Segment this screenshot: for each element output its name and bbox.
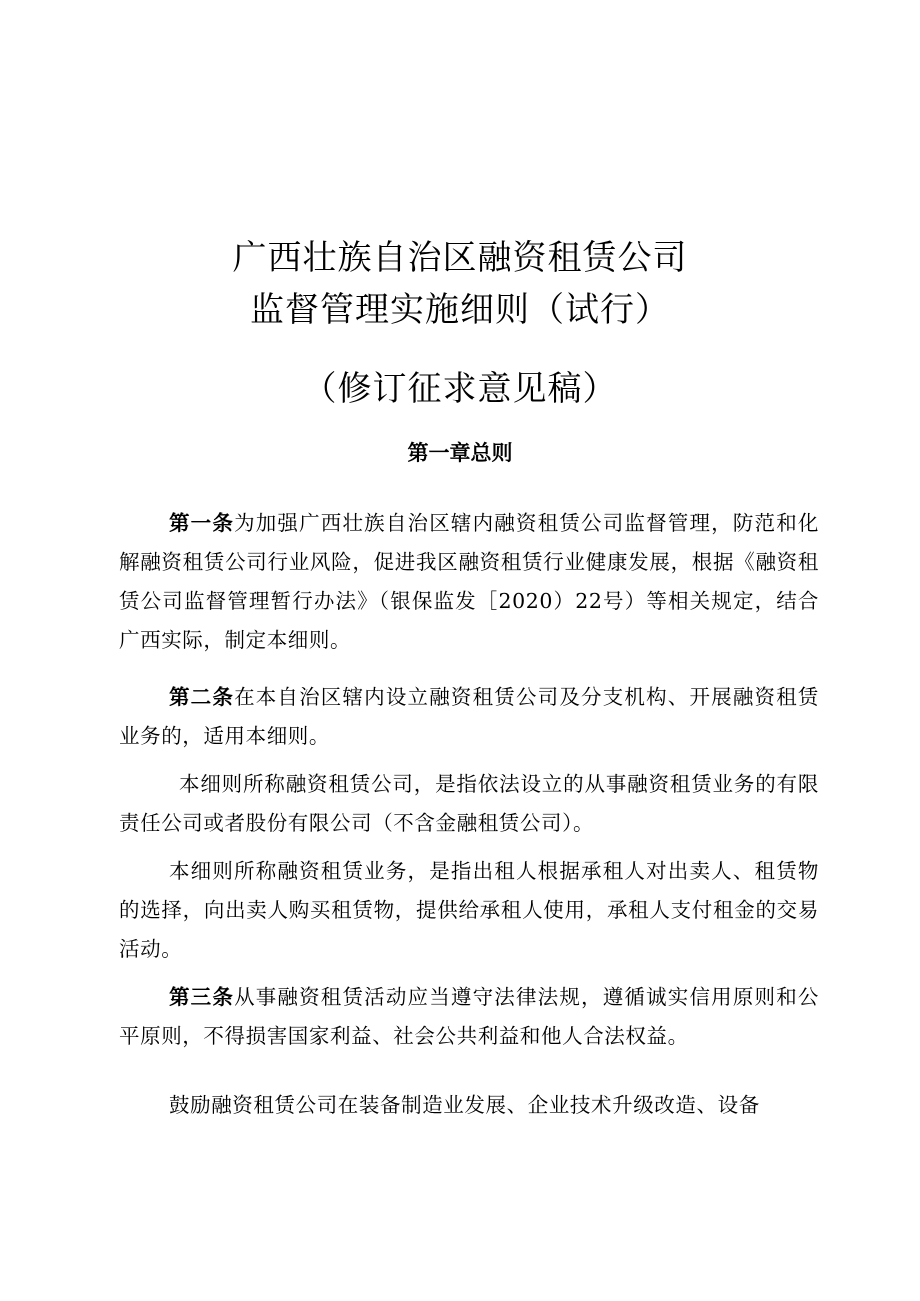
chapter-heading: 第一章总则 bbox=[407, 441, 513, 465]
definition-company-paragraph bbox=[119, 765, 819, 843]
paragraph-text: 为加强广西壮族自治区辖内融资租赁公司监督管理，防范和化解融资租赁公司行业风险，促进我区融资租赁行业健康发展，根据《融资租赁公司监督管理暂行办法》（银保监发［2020）22号）等相关规定，结合广西实际，制定本细则。 bbox=[119, 511, 819, 652]
paragraph-text: 鼓励融资租赁公司在装备制造业发展、企业技术升级改造、设备 bbox=[169, 1093, 760, 1117]
article-label: 第一条 bbox=[169, 511, 235, 535]
encouragement-paragraph bbox=[119, 1086, 819, 1125]
paragraph-text: 在本自治区辖内设立融资租赁公司及分支机构、开展融资租赁业务的，适用本细则。 bbox=[119, 685, 819, 748]
definition-business-paragraph bbox=[119, 852, 819, 969]
article-3-paragraph bbox=[119, 978, 819, 1056]
article-1-paragraph bbox=[119, 504, 819, 660]
paragraph-text: 从事融资租赁活动应当遵守法律法规，遵循诚实信用原则和公平原则，不得损害国家利益、社会公共利益和他人合法权益。 bbox=[119, 985, 819, 1048]
document-subtitle: （修订征求意见稿） bbox=[302, 369, 618, 409]
article-label: 第二条 bbox=[169, 685, 235, 709]
document-title-line-2: 监督管理实施细则（试行） bbox=[250, 290, 670, 330]
paragraph-text: 本细则所称融资租赁公司，是指依法设立的从事融资租赁业务的有限责任公司或者股份有限公司（不含金融租赁公司）。 bbox=[119, 772, 819, 835]
paragraph-text: 本细则所称融资租赁业务，是指出租人根据承租人对出卖人、租赁物的选择，向出卖人购买租赁物，提供给承租人使用，承租人支付租金的交易活动。 bbox=[119, 859, 819, 961]
article-label: 第三条 bbox=[169, 985, 235, 1009]
document-title-line-1: 广西壮族自治区融资租赁公司 bbox=[232, 238, 688, 278]
article-2-paragraph bbox=[119, 678, 819, 756]
